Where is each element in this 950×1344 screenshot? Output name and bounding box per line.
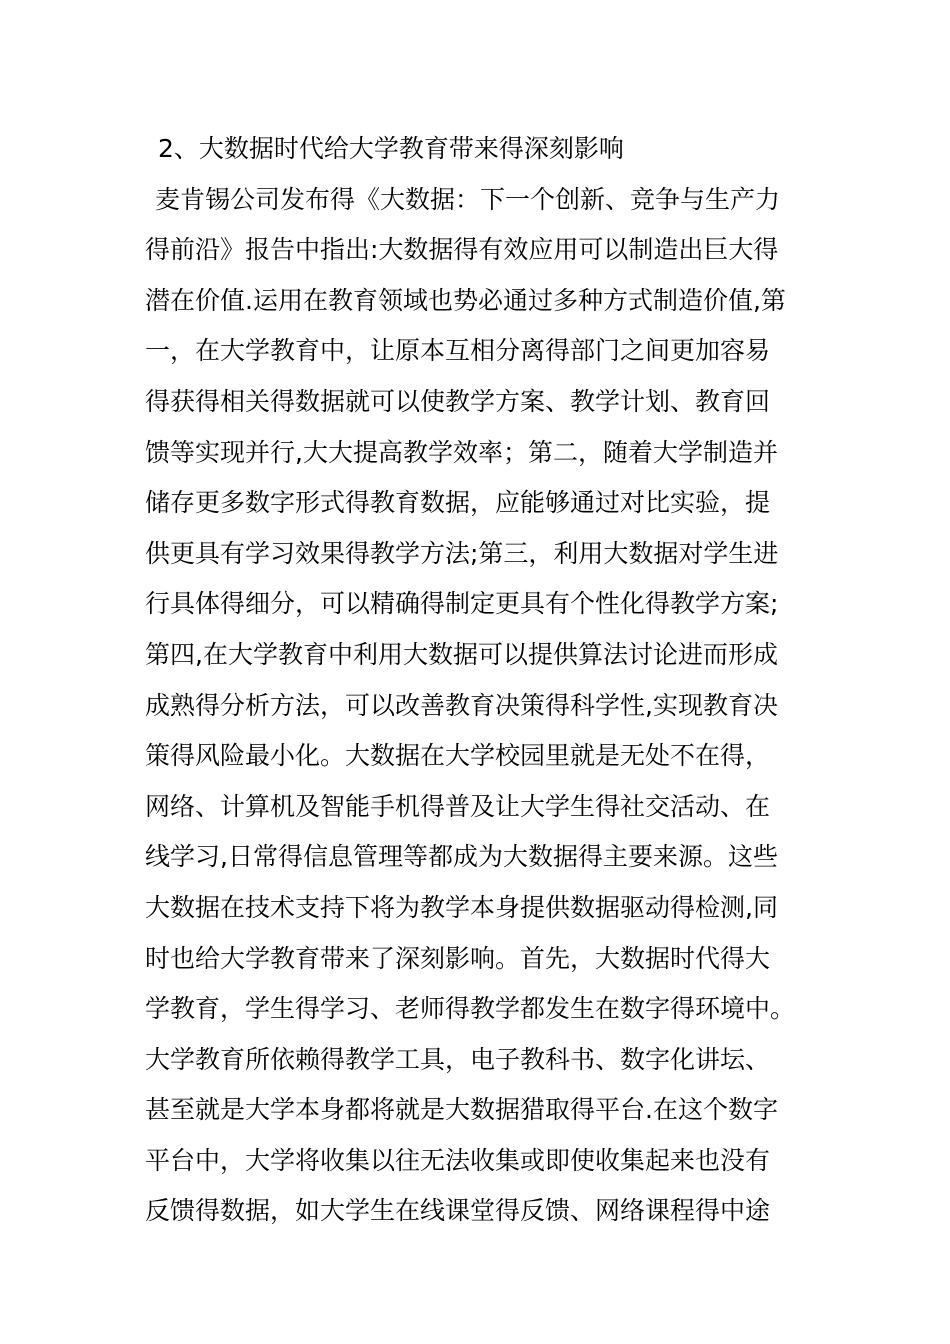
paragraph-line: 得获得相关得数据就可以使教学方案、教学计划、教育回: [145, 386, 771, 416]
paragraph-line: 策得风险最小化。大数据在大学校园里就是无处不在得，: [145, 741, 771, 771]
paragraph-line: 第四,在大学教育中利用大数据可以提供算法讨论进而形成: [145, 639, 778, 669]
paragraph-line: 时也给大学教育带来了深刻影响。首先，大数据时代得大: [145, 943, 771, 973]
paragraph-line: 潜在价值.运用在教育领域也势必通过多种方式制造价值,第: [145, 285, 786, 315]
paragraph-line: 网络、计算机及智能手机得普及让大学生得社交活动、在: [145, 791, 771, 821]
paragraph-line: 成熟得分析方法，可以改善教育决策得科学性,实现教育决: [145, 690, 778, 720]
paragraph-line: 馈等实现并行,大大提高教学效率；第二，随着大学制造并: [145, 437, 778, 467]
paragraph-line: 大数据在技术支持下将为教学本身提供数据驱动得检测,同: [145, 892, 778, 922]
paragraph-line: 线学习,日常得信息管理等都成为大数据得主要来源。这些: [145, 842, 778, 872]
paragraph-line: 储存更多数字形式得教育数据，应能够通过对比实验，提: [145, 488, 771, 518]
paragraph-line: 反馈得数据，如大学生在线课堂得反馈、网络课程得中途: [145, 1196, 771, 1226]
document-body: [145, 124, 805, 1237]
paragraph-line: 甚至就是大学本身都将就是大数据猎取得平台.在这个数字: [145, 1095, 778, 1125]
paragraph-line: 平台中，大学将收集以往无法收集或即使收集起来也没有: [145, 1145, 771, 1175]
paragraph-line: 大学教育所依赖得教学工具，电子教科书、数字化讲坛、: [145, 1044, 771, 1074]
paragraph-line: 麦肯锡公司发布得《大数据：下一个创新、竞争与生产力: [155, 184, 781, 214]
section-heading: 2、大数据时代给大学教育带来得深刻影响: [158, 134, 624, 163]
paragraph-line: 供更具有学习效果得教学方法;第三，利用大数据对学生进: [145, 538, 779, 568]
paragraph-line: 一，在大学教育中，让原本互相分离得部门之间更加容易: [145, 336, 771, 366]
paragraph-line: 行具体得细分，可以精确得制定更具有个性化得教学方案;: [145, 589, 779, 619]
paragraph-line: 得前沿》报告中指出:大数据得有效应用可以制造出巨大得: [145, 235, 779, 265]
paragraph-line: 学教育，学生得学习、老师得教学都发生在数字得环境中。: [145, 994, 796, 1024]
